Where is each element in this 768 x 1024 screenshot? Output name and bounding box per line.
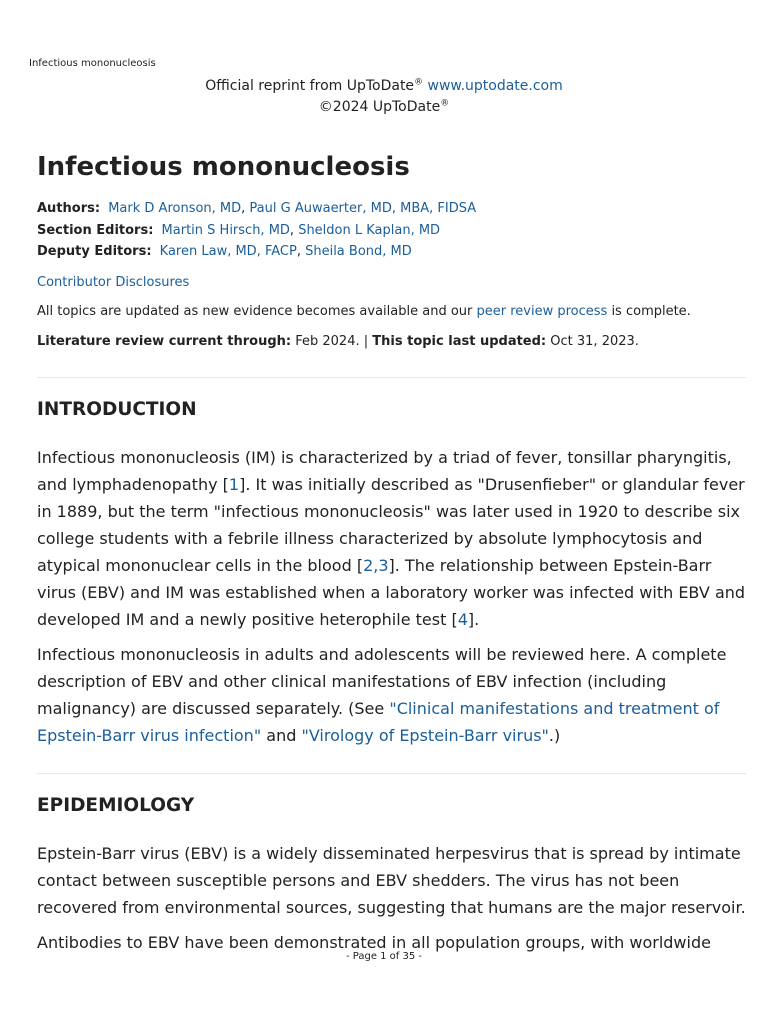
paragraph-text: ]. It was initially described as "Drusenfieber" or glandular fever in 1889, but the term "infectious mononucleosis" was later used in 1920 to describe six college students with a febrile illness characterized by absolute lymphocytosis and atypical mononuclear cells in the blood [ — [37, 474, 745, 575]
reference-link[interactable]: 2,3 — [363, 555, 389, 575]
topic-content — [37, 150, 746, 956]
paragraph-text: Infectious mononucleosis (IM) is characterized by a triad of fever, tonsillar pharyngitis, and lymphadenopathy [ — [37, 447, 732, 494]
reprint-notice — [0, 76, 768, 118]
topic-link-ebv-virology[interactable]: "Virology of Epstein-Barr virus" — [301, 725, 549, 745]
topic-link-ebv-clinical-manifestations[interactable]: "Clinical manifestations and treatment of Epstein-Barr virus infection" — [37, 698, 720, 745]
uptodate-site-link[interactable]: www.uptodate.com — [427, 78, 563, 94]
epidemiology-heading: EPIDEMIOLOGY — [37, 794, 195, 816]
introduction-heading: INTRODUCTION — [37, 398, 197, 420]
authors-label: Authors: — [37, 201, 101, 216]
contributor-disclosures-link[interactable]: Contributor Disclosures — [37, 274, 190, 290]
paragraph-text: .) — [548, 725, 561, 745]
registered-mark: ® — [414, 77, 424, 88]
reference-link[interactable]: 1 — [228, 474, 240, 494]
last-updated-date: Oct 31, 2023. — [546, 333, 639, 349]
update-notice-text-end: is complete. — [607, 303, 691, 319]
update-notice-text: All topics are updated as new evidence becomes available and our — [37, 303, 477, 319]
reprint-text: Official reprint from UpToDate — [205, 78, 415, 94]
author-link[interactable]: Paul G Auwaerter, MD, MBA, FIDSA — [249, 201, 477, 216]
epidemiology-paragraph-2: Antibodies to EBV have been demonstrated in all population groups, with worldwide — [37, 932, 711, 952]
author-link[interactable]: Mark D Aronson, MD — [108, 201, 242, 216]
deputy-editor-link[interactable]: Sheila Bond, MD — [305, 244, 412, 259]
reprint-line-1 — [0, 76, 768, 97]
peer-review-process-link[interactable]: peer review process — [476, 303, 608, 319]
copyright-text: ©2024 UpToDate — [318, 99, 441, 115]
deputy-editors-label: Deputy Editors: — [37, 244, 152, 259]
paragraph-text: ]. The relationship between Epstein-Barr virus (EBV) and IM was established when a laboratory worker was infected with EBV and developed IM and a newly positive heterophile test [ — [37, 555, 746, 629]
last-updated-label: This topic last updated: — [372, 333, 547, 349]
page-number-footer: - Page 1 of 35 - — [345, 951, 423, 962]
name-separator: , — [289, 222, 299, 238]
disclosures-row — [37, 272, 746, 293]
topic-credits — [37, 198, 746, 263]
review-dates — [37, 331, 746, 352]
update-notice — [37, 301, 746, 322]
page-title: Infectious mononucleosis — [37, 152, 410, 182]
deputy-editor-link[interactable]: Karen Law, MD, FACP — [159, 244, 297, 259]
introduction-paragraph-2 — [37, 641, 746, 749]
name-separator: , — [296, 244, 306, 259]
name-separator: , — [241, 201, 250, 216]
section-editor-link[interactable]: Sheldon L Kaplan, MD — [298, 222, 441, 238]
registered-mark: ® — [440, 98, 450, 109]
authors-row — [37, 198, 746, 220]
reprint-line-2 — [0, 97, 768, 118]
section-divider — [37, 377, 746, 378]
literature-review-date: Feb 2024. | — [291, 333, 373, 349]
introduction-paragraph-1 — [37, 444, 746, 633]
section-editors-row — [37, 220, 746, 242]
deputy-editors-row — [37, 241, 746, 263]
epidemiology-paragraph-1: Epstein-Barr virus (EBV) is a widely disseminated herpesvirus that is spread by intimate contact between susceptible persons and EBV shedders. The virus has not been recovered from environmental sources, suggesting that humans are the major reservoir. — [37, 843, 746, 917]
section-editor-link[interactable]: Martin S Hirsch, MD — [161, 222, 290, 238]
reference-link[interactable]: 4 — [457, 609, 468, 629]
section-divider — [37, 773, 746, 774]
running-header: Infectious mononucleosis — [29, 58, 156, 69]
literature-review-label: Literature review current through: — [37, 333, 292, 349]
section-editors-label: Section Editors: — [37, 222, 154, 238]
paragraph-text: ]. — [467, 609, 480, 629]
paragraph-text: Infectious mononucleosis in adults and adolescents will be reviewed here. A complete description of EBV and other clinical manifestations of EBV infection (including malignancy) are discussed separately. (See — [37, 644, 727, 718]
paragraph-text: and — [261, 725, 302, 745]
